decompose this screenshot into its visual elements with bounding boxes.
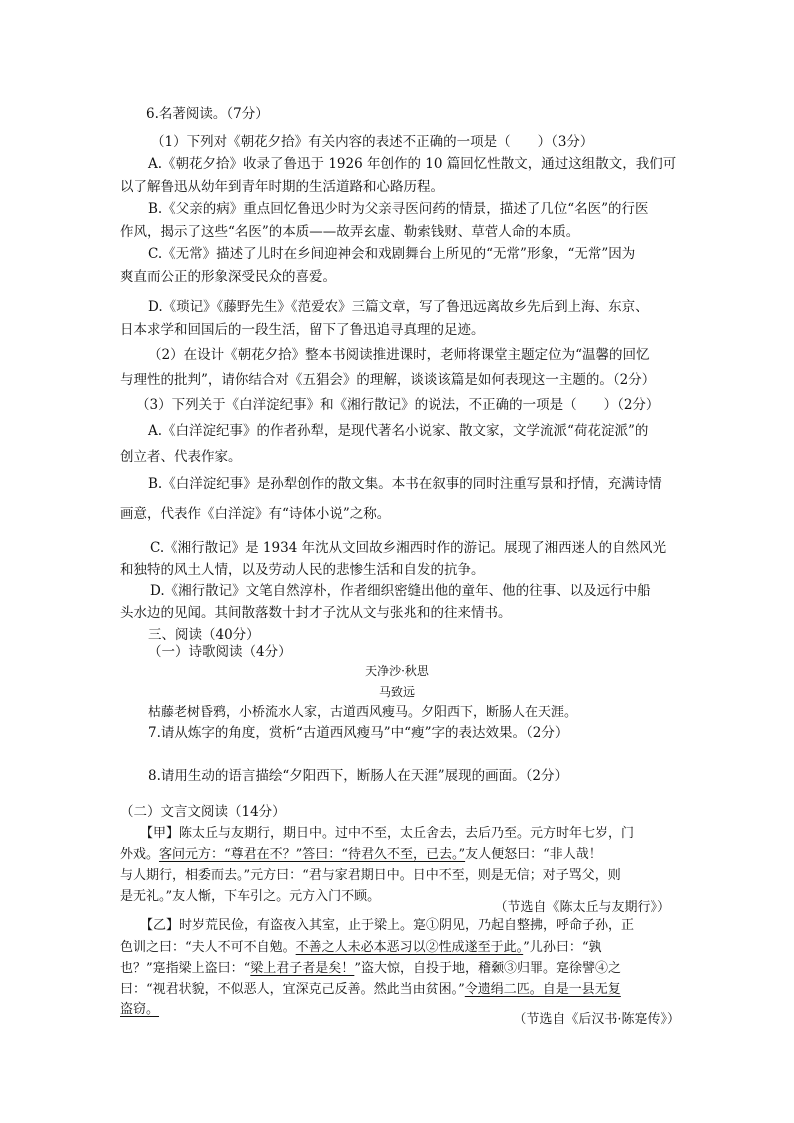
poem-reading-heading: （一）诗歌阅读（4分） (148, 644, 292, 660)
passage-yi-line2: 色训之曰：“夫人不可不自勉。不善之人未必本恶习以②性成遂至于此。”儿孙曰：“孰 (120, 940, 602, 955)
classical-reading-heading: （二）文言文阅读（14分） (120, 804, 286, 820)
question-7: 7.请从炼字的角度，赏析“古道西风瘦马”中“瘦”字的表达效果。（2分） (148, 725, 569, 741)
passage-yi-source: （节选自《后汉书·陈寔传》） (513, 1012, 680, 1027)
underlined-sentence: 令遗绢二匹。自是一县无复 (464, 982, 621, 997)
underlined-sentence: 梁上君子者是矣！ (250, 961, 355, 976)
poem-text: 枯藤老树昏鸦，小桥流水人家，古道西风瘦马。夕阳西下，断肠人在天涯。 (148, 705, 578, 720)
underlined-sentence: 客问元方：“尊君在不？”答曰：“待君久不至，已去。” (159, 847, 466, 862)
poem-title: 天净沙·秋思 (365, 664, 429, 678)
q6-part2-line2: 与理性的批判”，请你结合对《五猖会》的理解，谈谈该篇是如何表现这一主题的。（2分） (120, 372, 656, 388)
q6-part3-option-a-line2: 创立者、代表作家。 (120, 449, 242, 465)
q6-part3-option-c-line2: 和独特的风土人情，以及劳动人民的悲惨生活和自发的抗争。 (120, 562, 485, 578)
q6-title: 6.名著阅读。（7分） (146, 106, 269, 122)
poem-author: 马致远 (378, 685, 415, 699)
section-3-heading: 三、阅读（40分） (148, 627, 260, 643)
q6-part1-option-b-line1: B.《父亲的病》重点回忆鲁迅少时为父亲寻医问药的情景，描述了几位“名医”的行医 (148, 201, 649, 217)
q6-part3-option-b-line1: B.《白洋淀纪事》是孙犁创作的散文集。本书在叙事的同时注重写景和抒情，充满诗情 (148, 476, 662, 492)
q6-part2-line1: （2）在设计《朝花夕拾》整本书阅读推进课时，老师将课堂主题定位为“温馨的回忆 (148, 347, 650, 363)
q6-part3-option-c-line1: C.《湘行散记》是 1934 年沈从文回故乡湘西时作的游记。展现了湘西迷人的自然风光 (150, 540, 667, 556)
q6-part3-option-b-line2: 画意，代表作《白洋淀》有“诗体小说”之称。 (120, 506, 391, 522)
passage-jia-line1: 【甲】陈太丘与友期行，期日中。过中不至，太丘舍去，去后乃至。元方时年七岁，门 (140, 826, 635, 841)
passage-yi-line4: 曰：“视君状貌，不似恶人，宜深克己反善。然此当由贫困。”令遗绢二匹。自是一县无复 (120, 982, 621, 997)
passage-yi-line3: 也？”寔指梁上盗曰：“梁上君子者是矣！”盗大惊，自投于地，稽颡③归罪。寔徐譬④之 (120, 961, 621, 976)
passage-jia-line2: 外戏。客问元方：“尊君在不？”答曰：“待君久不至，已去。”友人便怒曰：“非人哉！ (120, 847, 602, 862)
q6-part1-option-d-line1: D.《琐记》《藤野先生》《范爱农》三篇文章，写了鲁迅远离故乡先后到上海、东京、 (148, 299, 649, 315)
passage-jia-line3: 与人期行，相委而去。”元方曰：“君与家君期日中。日中不至，则是无信；对子骂父，则 (120, 868, 621, 883)
q6-part1-stem: （1）下列对《朝花夕拾》有关内容的表述不正确的一项是（ ）（3分） (151, 134, 594, 150)
q6-part3-option-a-line1: A.《白洋淀纪事》的作者孙犁，是现代著名小说家、散文家，文学流派“荷花淀派”的 (148, 423, 649, 439)
passage-jia-line4: 是无礼。”友人惭，下车引之。元方入门不顾。 (120, 889, 381, 904)
q6-part1-option-a-line1: A.《朝花夕拾》收录了鲁迅于 1926 年创作的 10 篇回忆性散文，通过这组散文，我们可 (148, 156, 677, 172)
q6-part1-option-c-line2: 爽直而公正的形象深受民众的喜爱。 (120, 269, 336, 285)
q6-part3-stem: （3）下列关于《白洋淀纪事》和《湘行散记》的说法，不正确的一项是（ ）（2分） (136, 397, 660, 413)
passage-yi-line1: 【乙】时岁荒民俭，有盗夜入其室，止于梁上。寔①阴见，乃起自整拂，呼命子孙，正 (140, 918, 635, 933)
passage-jia-source: （节选自《陈太丘与友期行》） (494, 900, 670, 915)
question-8: 8.请用生动的语言描绘“夕阳西下，断肠人在天涯”展现的画面。（2分） (148, 768, 569, 784)
q6-part1-option-a-line2: 以了解鲁迅从幼年到青年时期的生活道路和心路历程。 (120, 179, 444, 195)
q6-part3-option-d-line1: D.《湘行散记》文笔自然淳朴，作者细织密缝出他的童年、他的往事、以及远行中船 (150, 583, 651, 599)
q6-part1-option-c-line1: C.《无常》描述了儿时在乡间迎神会和戏剧舞台上所见的“无常”形象，“无常”因为 (148, 246, 636, 262)
underlined-sentence: 不善之人未必本恶习以②性成遂至于此。 (295, 940, 524, 955)
q6-part1-option-d-line2: 日本求学和回国后的一段生活，留下了鲁迅追寻真理的足迹。 (120, 322, 485, 338)
underlined-sentence: 盗窃。 (120, 1002, 160, 1017)
q6-part1-option-b-line2: 作风，揭示了这些“名医”的本质——故弄玄虚、勒索钱财、草菅人命的本质。 (120, 224, 580, 240)
q6-part3-option-d-line2: 头水边的见闻。其间散落数十封才子沈从文与张兆和的往来情书。 (120, 605, 512, 621)
passage-yi-line5 (120, 1000, 159, 1020)
